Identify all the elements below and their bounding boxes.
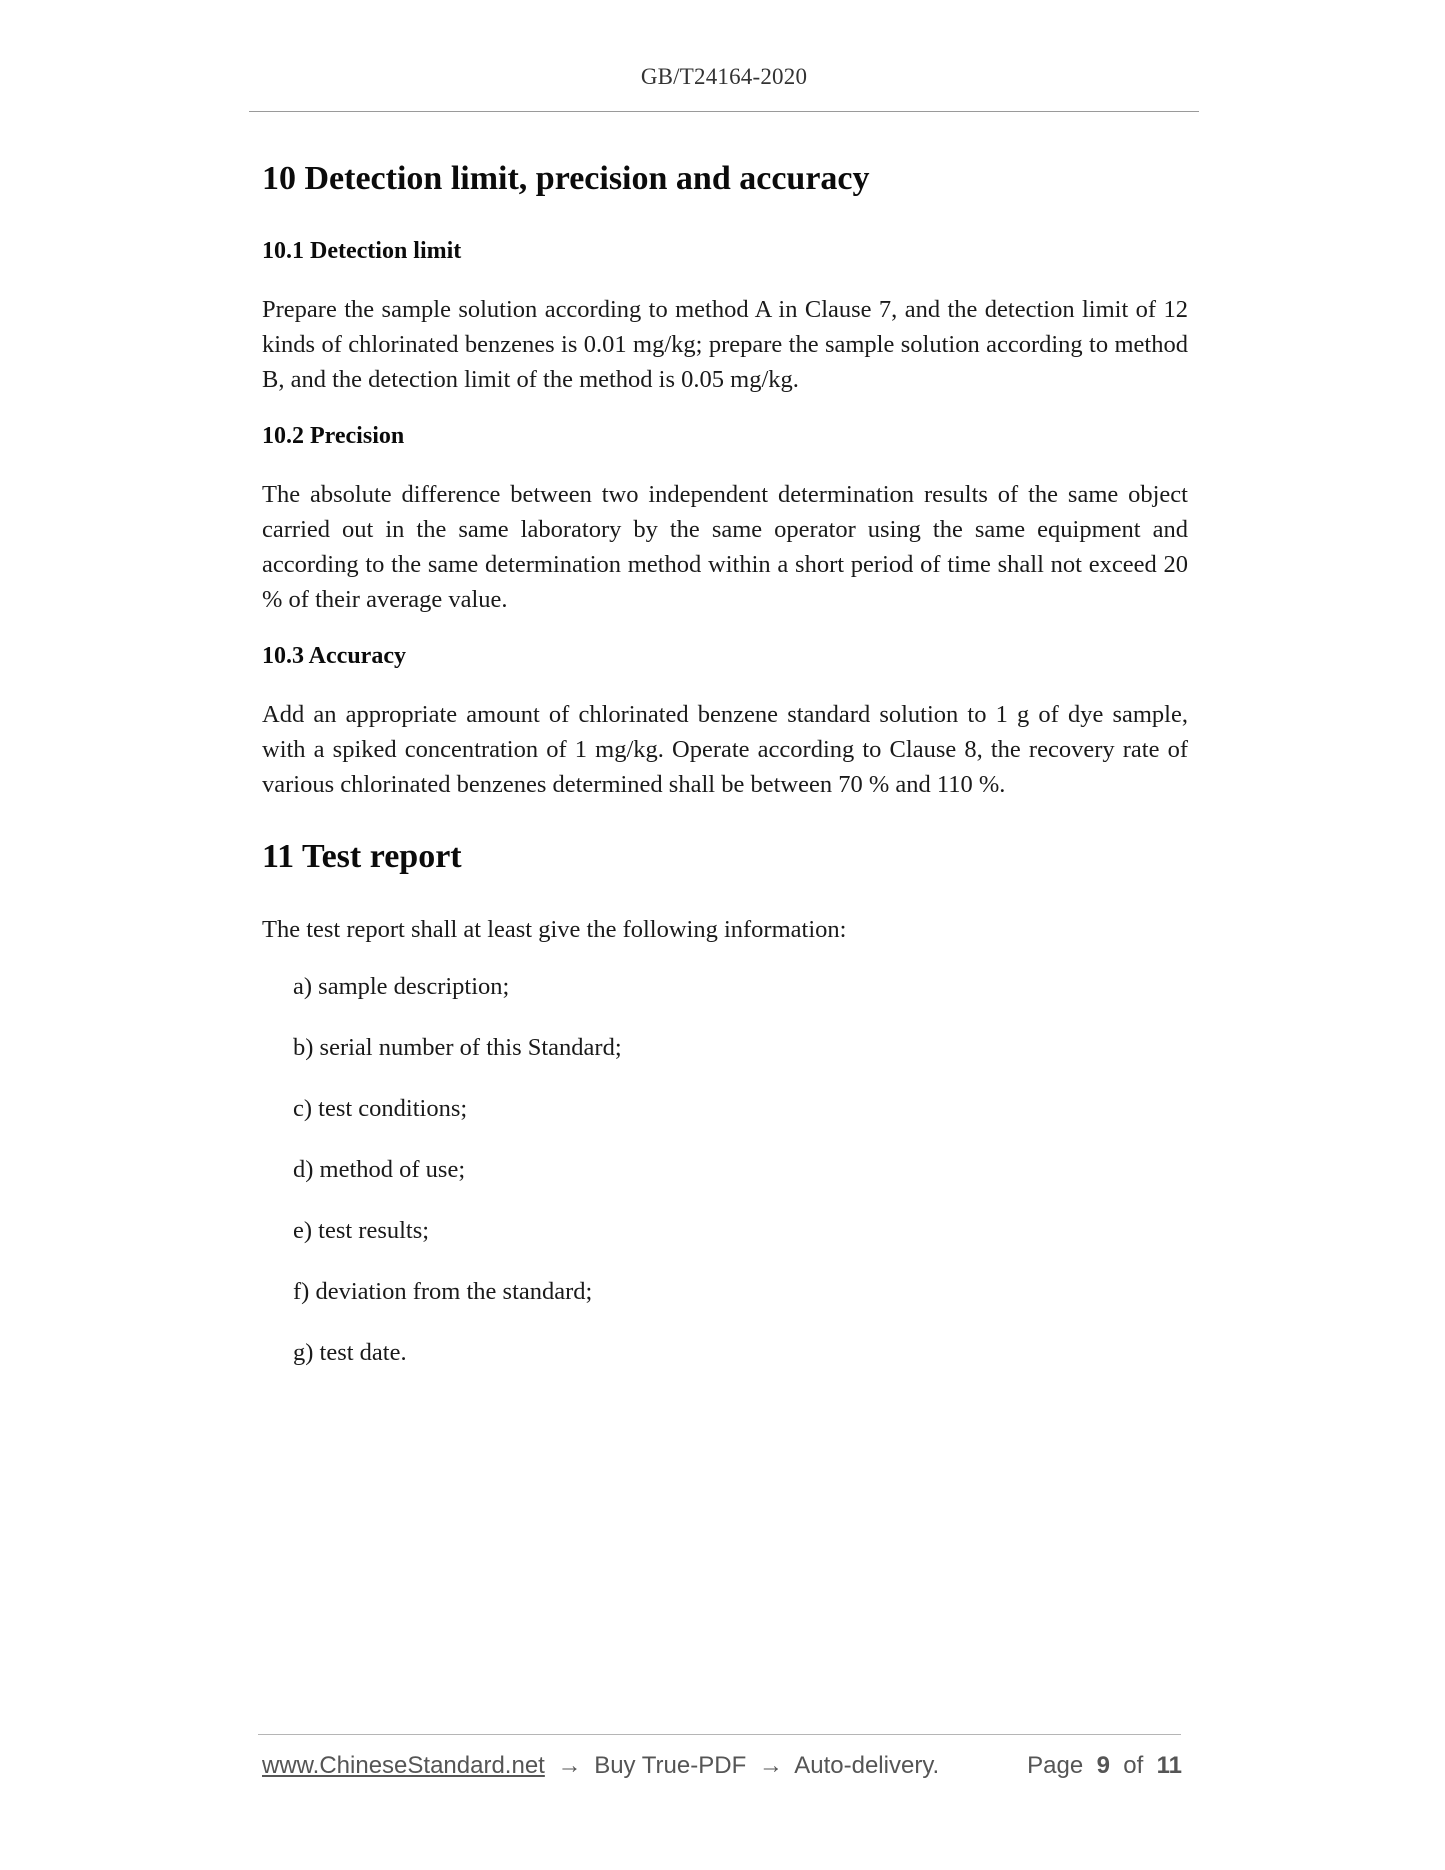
list-item: d) method of use; xyxy=(293,1156,466,1183)
list-item: b) serial number of this Standard; xyxy=(293,1034,622,1061)
page-footer xyxy=(262,1752,1182,1780)
section-10-1-title: 10.1 Detection limit xyxy=(262,238,462,264)
section-10-title: 10 Detection limit, precision and accuracy xyxy=(262,160,870,197)
page-total: 11 xyxy=(1156,1752,1182,1779)
section-10-2-text: The absolute difference between two independent determination results of the same object carried out in the same laboratory by the same operator using the same equipment and according to the same determination method within a short period of time shall not exceed 20 % of their average value. xyxy=(262,481,1188,613)
page-label: Page xyxy=(1027,1752,1084,1779)
arrow-right-icon: → xyxy=(758,1752,783,1779)
section-10-2-title: 10.2 Precision xyxy=(262,423,405,449)
document-id-header: GB/T24164-2020 xyxy=(640,64,808,89)
header-divider xyxy=(249,111,1199,112)
list-item: c) test conditions; xyxy=(293,1095,468,1122)
section-10-3-text: Add an appropriate amount of chlorinated benzene standard solution to 1 g of dye sample, with a spiked concentration of 1 mg/kg. Operate according to Clause 8, the recovery rate of various chlorinated benzenes determined shall be between 70 % and 110 %. xyxy=(262,701,1188,798)
auto-delivery-text: Auto-delivery. xyxy=(794,1752,940,1779)
site-link[interactable]: www.ChineseStandard.net xyxy=(262,1752,545,1779)
section-11-title: 11 Test report xyxy=(262,838,462,875)
list-item: e) test results; xyxy=(293,1217,430,1244)
list-item: f) deviation from the standard; xyxy=(293,1278,593,1305)
test-report-list xyxy=(262,969,1188,1370)
section-10-3-title: 10.3 Accuracy xyxy=(262,643,406,669)
section-11-intro: The test report shall at least give the following information: xyxy=(262,916,847,943)
list-item: g) test date. xyxy=(293,1339,407,1366)
page-indicator xyxy=(1027,1752,1182,1780)
page-content xyxy=(262,150,1188,1396)
arrow-right-icon: → xyxy=(557,1752,582,1779)
section-10-1-text: Prepare the sample solution according to method A in Clause 7, and the detection limit of 12 kinds of chlorinated benzenes is 0.01 mg/kg; prepare the sample solution according to method B, and the detection limit of the method is 0.05 mg/kg. xyxy=(262,296,1188,393)
page-current: 9 xyxy=(1096,1752,1110,1779)
footer-divider xyxy=(258,1734,1181,1735)
buy-pdf-text: Buy True-PDF xyxy=(594,1752,747,1779)
list-item: a) sample description; xyxy=(293,973,510,1000)
of-label: of xyxy=(1123,1752,1144,1779)
